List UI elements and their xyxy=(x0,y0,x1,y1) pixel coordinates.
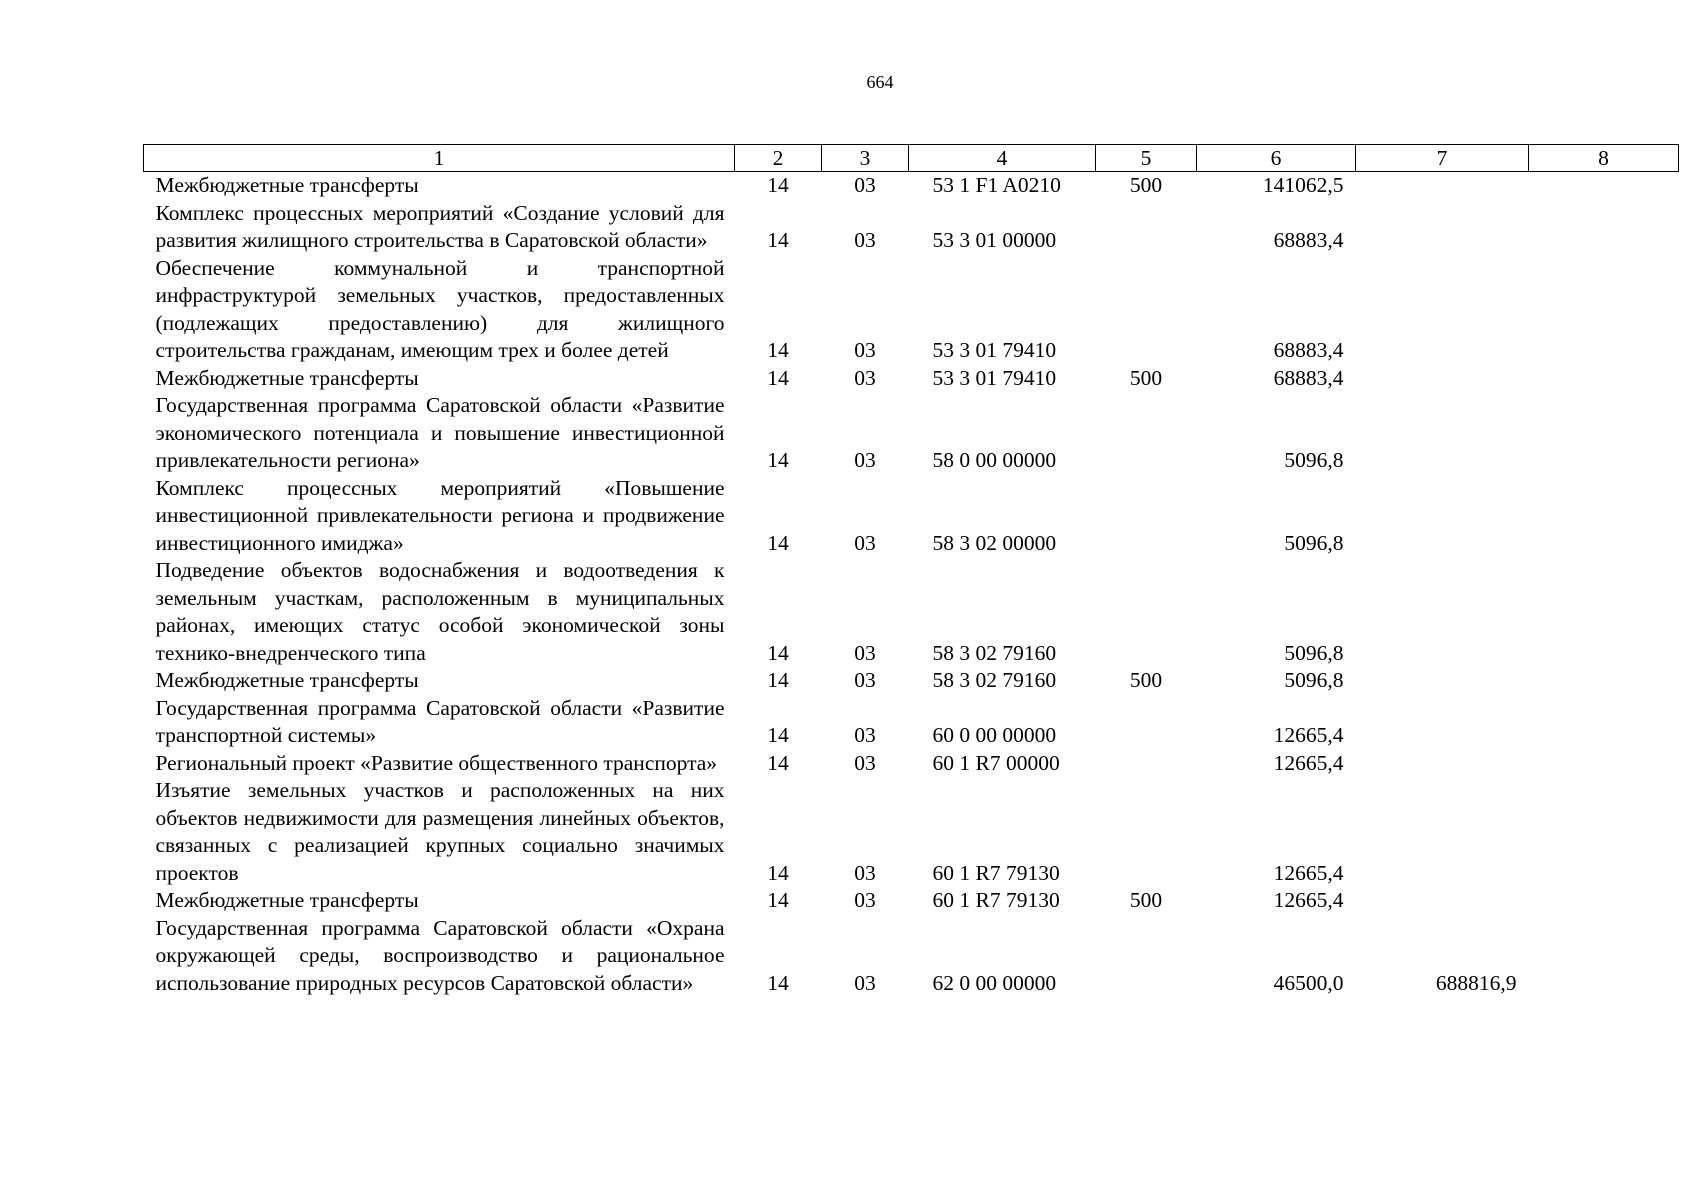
row-amount-col-8 xyxy=(1529,255,1679,365)
row-section: 14 xyxy=(767,970,789,995)
row-name: Подведение объектов водоснабжения и водоотведения к земельным участкам, расположенным в муниципальных районах, имеющих статус особой экономической зоны технико-внедренческого типа xyxy=(155,558,725,665)
row-amount-col-8 xyxy=(1529,667,1679,695)
row-amount-col-8 xyxy=(1529,200,1679,255)
row-name: Изъятие земельных участков и расположенных на них объектов недвижимости для размещения линейных объектов, связанных с реализацией крупных социально значимых проектов xyxy=(155,778,725,885)
row-amount-col-7 xyxy=(1356,200,1529,255)
row-section: 14 xyxy=(767,640,789,665)
row-subsection: 03 xyxy=(854,970,876,995)
row-amount-col-7: 688816,9 xyxy=(1435,970,1517,995)
row-amount-col-6: 46500,0 xyxy=(1273,970,1344,995)
header-col-8: 8 xyxy=(1529,145,1679,172)
row-name: Государственная программа Саратовской области «Развитие транспортной системы» xyxy=(155,695,725,747)
row-amount-col-7 xyxy=(1356,777,1529,887)
row-subsection: 03 xyxy=(854,668,876,692)
header-col-6: 6 xyxy=(1197,145,1356,172)
table-body xyxy=(144,172,1679,998)
row-section: 14 xyxy=(767,448,789,472)
row-amount-col-7 xyxy=(1356,695,1529,750)
row-subsection: 03 xyxy=(854,448,876,472)
header-col-7: 7 xyxy=(1356,145,1529,172)
row-amount-col-6: 12665,4 xyxy=(1273,860,1344,885)
row-amount-col-8 xyxy=(1529,475,1679,558)
row-subsection: 03 xyxy=(854,338,876,362)
row-amount-col-6: 5096,8 xyxy=(1284,640,1344,665)
row-amount-col-8 xyxy=(1529,777,1679,887)
row-name: Обеспечение коммунальной и транспортной инфраструктурой земельных участков, предоставленных (подлежащих предоставлению) для жилищного строительства гражданам, имеющим трех и более детей xyxy=(155,255,725,362)
row-name: Межбюджетные трансферты xyxy=(155,888,419,912)
table-row xyxy=(144,255,1679,365)
row-expense-type: 500 xyxy=(1129,668,1163,692)
row-amount-col-8 xyxy=(1529,915,1679,998)
row-amount-col-7 xyxy=(1356,172,1529,200)
page-number: 664 xyxy=(866,72,894,92)
row-section: 14 xyxy=(767,228,789,252)
row-target-code: 53 3 01 00000 xyxy=(932,228,1057,252)
row-amount-col-6: 68883,4 xyxy=(1273,365,1344,390)
row-amount-col-8 xyxy=(1529,172,1679,200)
table-row xyxy=(144,172,1679,200)
table-row xyxy=(144,695,1679,750)
row-expense-type xyxy=(1096,557,1197,667)
row-amount-col-6: 68883,4 xyxy=(1273,338,1344,362)
row-target-code: 60 1 R7 79130 xyxy=(932,860,1060,885)
row-expense-type: 500 xyxy=(1129,365,1163,390)
row-subsection: 03 xyxy=(854,723,876,747)
row-expense-type: 500 xyxy=(1129,888,1163,912)
row-amount-col-6: 68883,4 xyxy=(1273,228,1344,252)
row-subsection: 03 xyxy=(854,173,876,197)
row-section: 14 xyxy=(767,888,789,912)
row-target-code: 60 0 00 00000 xyxy=(932,723,1057,747)
row-target-code: 60 1 R7 79130 xyxy=(932,888,1060,912)
row-subsection: 03 xyxy=(854,640,876,665)
table-row xyxy=(144,777,1679,887)
budget-table xyxy=(143,144,1679,997)
row-expense-type xyxy=(1096,750,1197,778)
row-name: Комплекс процессных мероприятий «Создание условий для развития жилищного строительства в Саратовской области» xyxy=(155,200,725,252)
row-amount-col-8 xyxy=(1529,750,1679,778)
table-header xyxy=(144,145,1679,172)
row-amount-col-7 xyxy=(1356,887,1529,915)
header-col-5: 5 xyxy=(1096,145,1197,172)
row-expense-type xyxy=(1096,777,1197,887)
row-subsection: 03 xyxy=(854,888,876,912)
row-target-code: 58 3 02 00000 xyxy=(932,530,1057,555)
table-row xyxy=(144,750,1679,778)
row-target-code: 58 3 02 79160 xyxy=(932,668,1057,692)
row-name: Межбюджетные трансферты xyxy=(155,668,419,692)
row-section: 14 xyxy=(767,338,789,362)
table-row xyxy=(144,200,1679,255)
row-amount-col-7 xyxy=(1356,667,1529,695)
table-row xyxy=(144,365,1679,393)
table-row xyxy=(144,667,1679,695)
row-amount-col-7 xyxy=(1356,475,1529,558)
row-expense-type xyxy=(1096,695,1197,750)
row-amount-col-7 xyxy=(1356,392,1529,475)
row-amount-col-7 xyxy=(1356,750,1529,778)
table-row xyxy=(144,557,1679,667)
table-row xyxy=(144,915,1679,998)
row-target-code: 58 0 00 00000 xyxy=(932,448,1057,472)
row-expense-type xyxy=(1096,200,1197,255)
row-name: Комплекс процессных мероприятий «Повышение инвестиционной привлекательности региона и продвижение инвестиционного имиджа» xyxy=(155,475,725,555)
row-expense-type xyxy=(1096,392,1197,475)
row-amount-col-8 xyxy=(1529,695,1679,750)
row-amount-col-7 xyxy=(1356,365,1529,393)
row-target-code: 62 0 00 00000 xyxy=(932,970,1057,995)
row-subsection: 03 xyxy=(854,228,876,252)
header-col-2: 2 xyxy=(735,145,822,172)
row-subsection: 03 xyxy=(854,530,876,555)
table-row xyxy=(144,887,1679,915)
row-name: Региональный проект «Развитие общественного транспорта» xyxy=(155,750,718,775)
row-section: 14 xyxy=(767,723,789,747)
row-amount-col-6: 12665,4 xyxy=(1273,750,1344,775)
row-subsection: 03 xyxy=(854,365,876,390)
row-subsection: 03 xyxy=(854,750,876,775)
row-target-code: 58 3 02 79160 xyxy=(932,640,1057,665)
row-section: 14 xyxy=(767,530,789,555)
row-name: Государственная программа Саратовской области «Развитие экономического потенциала и повышение инвестиционной привлекательности региона» xyxy=(155,393,725,472)
row-subsection: 03 xyxy=(854,860,876,885)
header-col-3: 3 xyxy=(822,145,909,172)
table-row xyxy=(144,475,1679,558)
header-col-1: 1 xyxy=(144,145,735,172)
header-col-4: 4 xyxy=(909,145,1096,172)
row-amount-col-8 xyxy=(1529,392,1679,475)
row-section: 14 xyxy=(767,860,789,885)
row-name: Межбюджетные трансферты xyxy=(155,173,419,197)
row-amount-col-8 xyxy=(1529,365,1679,393)
row-section: 14 xyxy=(767,750,789,775)
row-expense-type xyxy=(1096,915,1197,998)
header-row xyxy=(144,145,1679,172)
row-section: 14 xyxy=(767,173,789,197)
row-section: 14 xyxy=(767,668,789,692)
row-amount-col-6: 141062,5 xyxy=(1262,173,1344,197)
row-amount-col-6: 12665,4 xyxy=(1273,888,1344,912)
row-target-code: 53 1 F1 A0210 xyxy=(932,173,1061,197)
row-amount-col-6: 5096,8 xyxy=(1284,448,1344,472)
row-amount-col-6: 5096,8 xyxy=(1284,668,1344,692)
row-amount-col-7 xyxy=(1356,255,1529,365)
row-target-code: 53 3 01 79410 xyxy=(932,338,1057,362)
row-name: Межбюджетные трансферты xyxy=(155,365,419,390)
row-expense-type: 500 xyxy=(1129,173,1163,197)
row-amount-col-6: 5096,8 xyxy=(1284,530,1344,555)
row-expense-type xyxy=(1096,475,1197,558)
row-name: Государственная программа Саратовской области «Охрана окружающей среды, воспроизводство и рациональное использование природных ресурсов Саратовской области» xyxy=(155,915,725,995)
row-amount-col-7 xyxy=(1356,557,1529,667)
row-amount-col-8 xyxy=(1529,557,1679,667)
row-expense-type xyxy=(1096,255,1197,365)
row-section: 14 xyxy=(767,365,789,390)
row-amount-col-6: 12665,4 xyxy=(1273,723,1344,747)
row-amount-col-8 xyxy=(1529,887,1679,915)
row-target-code: 53 3 01 79410 xyxy=(932,365,1057,390)
table-row xyxy=(144,392,1679,475)
row-target-code: 60 1 R7 00000 xyxy=(932,750,1060,775)
